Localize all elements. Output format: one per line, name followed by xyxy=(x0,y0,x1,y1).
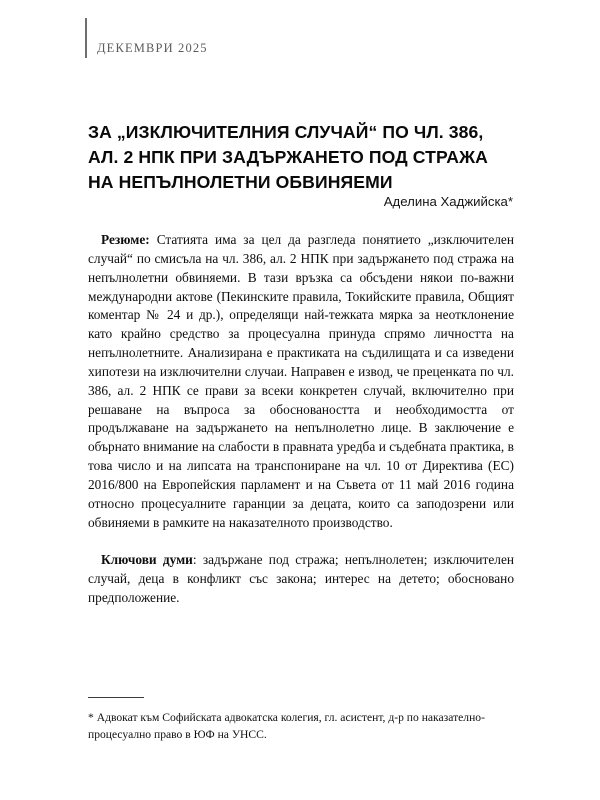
keywords-label: Ключови думи xyxy=(101,552,193,568)
article-author: Аделина Хаджийска* xyxy=(383,194,513,209)
keywords-body: : задържане под стража; непълнолетен; изключителен случай, деца в конфликт със закона; интерес на детето; обосновано предположение. xyxy=(88,552,515,605)
abstract-body: Статията има за цел да разгледа понятието „изключителен случай“ по смисъла на чл. 386, ал. 2 НПК при задържането под стража на непълнолетни обвиняеми. В тази връзка са обсъдени някои по-важни международни актове (Пекинските правила, Токийските правила, Общият коментар № 24 и др.), определящи най-тежката мярка за неотклонение като крайно средство за процесуална принуда спрямо личността на непълнолетните. Анализирана е практиката на съдилищата и са изведени хипотези на изключителни случаи. Направен е извод, че преценката по чл. 386, ал. 2 НПК се прави за всеки конкретен случай, включително при решаване на въпроса за обосноваността и необходимостта от продължаване на задържането на непълнолетно лице. В заключение е обърнато внимание на слабости в правната уредба и съдебната практика, в това число и на липсата на транспониране на чл. 10 от Директива (ЕС) 2016/800 на Европейския парламент и на Съвета от 11 май 2016 година относно процесуалните гаранции за децата, които са заподозрени или обвиняеми в рамките на наказателното производство. xyxy=(88,232,514,530)
running-head xyxy=(85,18,208,58)
running-head-rule xyxy=(85,18,87,58)
footnote-author-affiliation: * Адвокат към Софийската адвокатска колегия, гл. асистент, д-р по наказателно-процесуално право в ЮФ на УНСС. xyxy=(88,711,485,741)
abstract-paragraph xyxy=(88,231,514,533)
abstract-label: Резюме: xyxy=(101,232,150,247)
keywords-paragraph xyxy=(88,551,514,608)
abstract-section xyxy=(88,231,514,608)
footnote-separator-rule xyxy=(88,697,144,698)
page-title: ЗА „ИЗКЛЮЧИТЕЛНИЯ СЛУЧАЙ“ ПО ЧЛ. 386, АЛ. 2 НПК ПРИ ЗАДЪРЖАНЕТО ПОД СТРАЖА НА НЕПЪЛНОЛЕТНИ ОБВИНЯЕМИ xyxy=(88,121,488,193)
footnote-section xyxy=(88,697,514,743)
running-head-date: ДЕКЕМВРИ 2025 xyxy=(97,41,208,55)
